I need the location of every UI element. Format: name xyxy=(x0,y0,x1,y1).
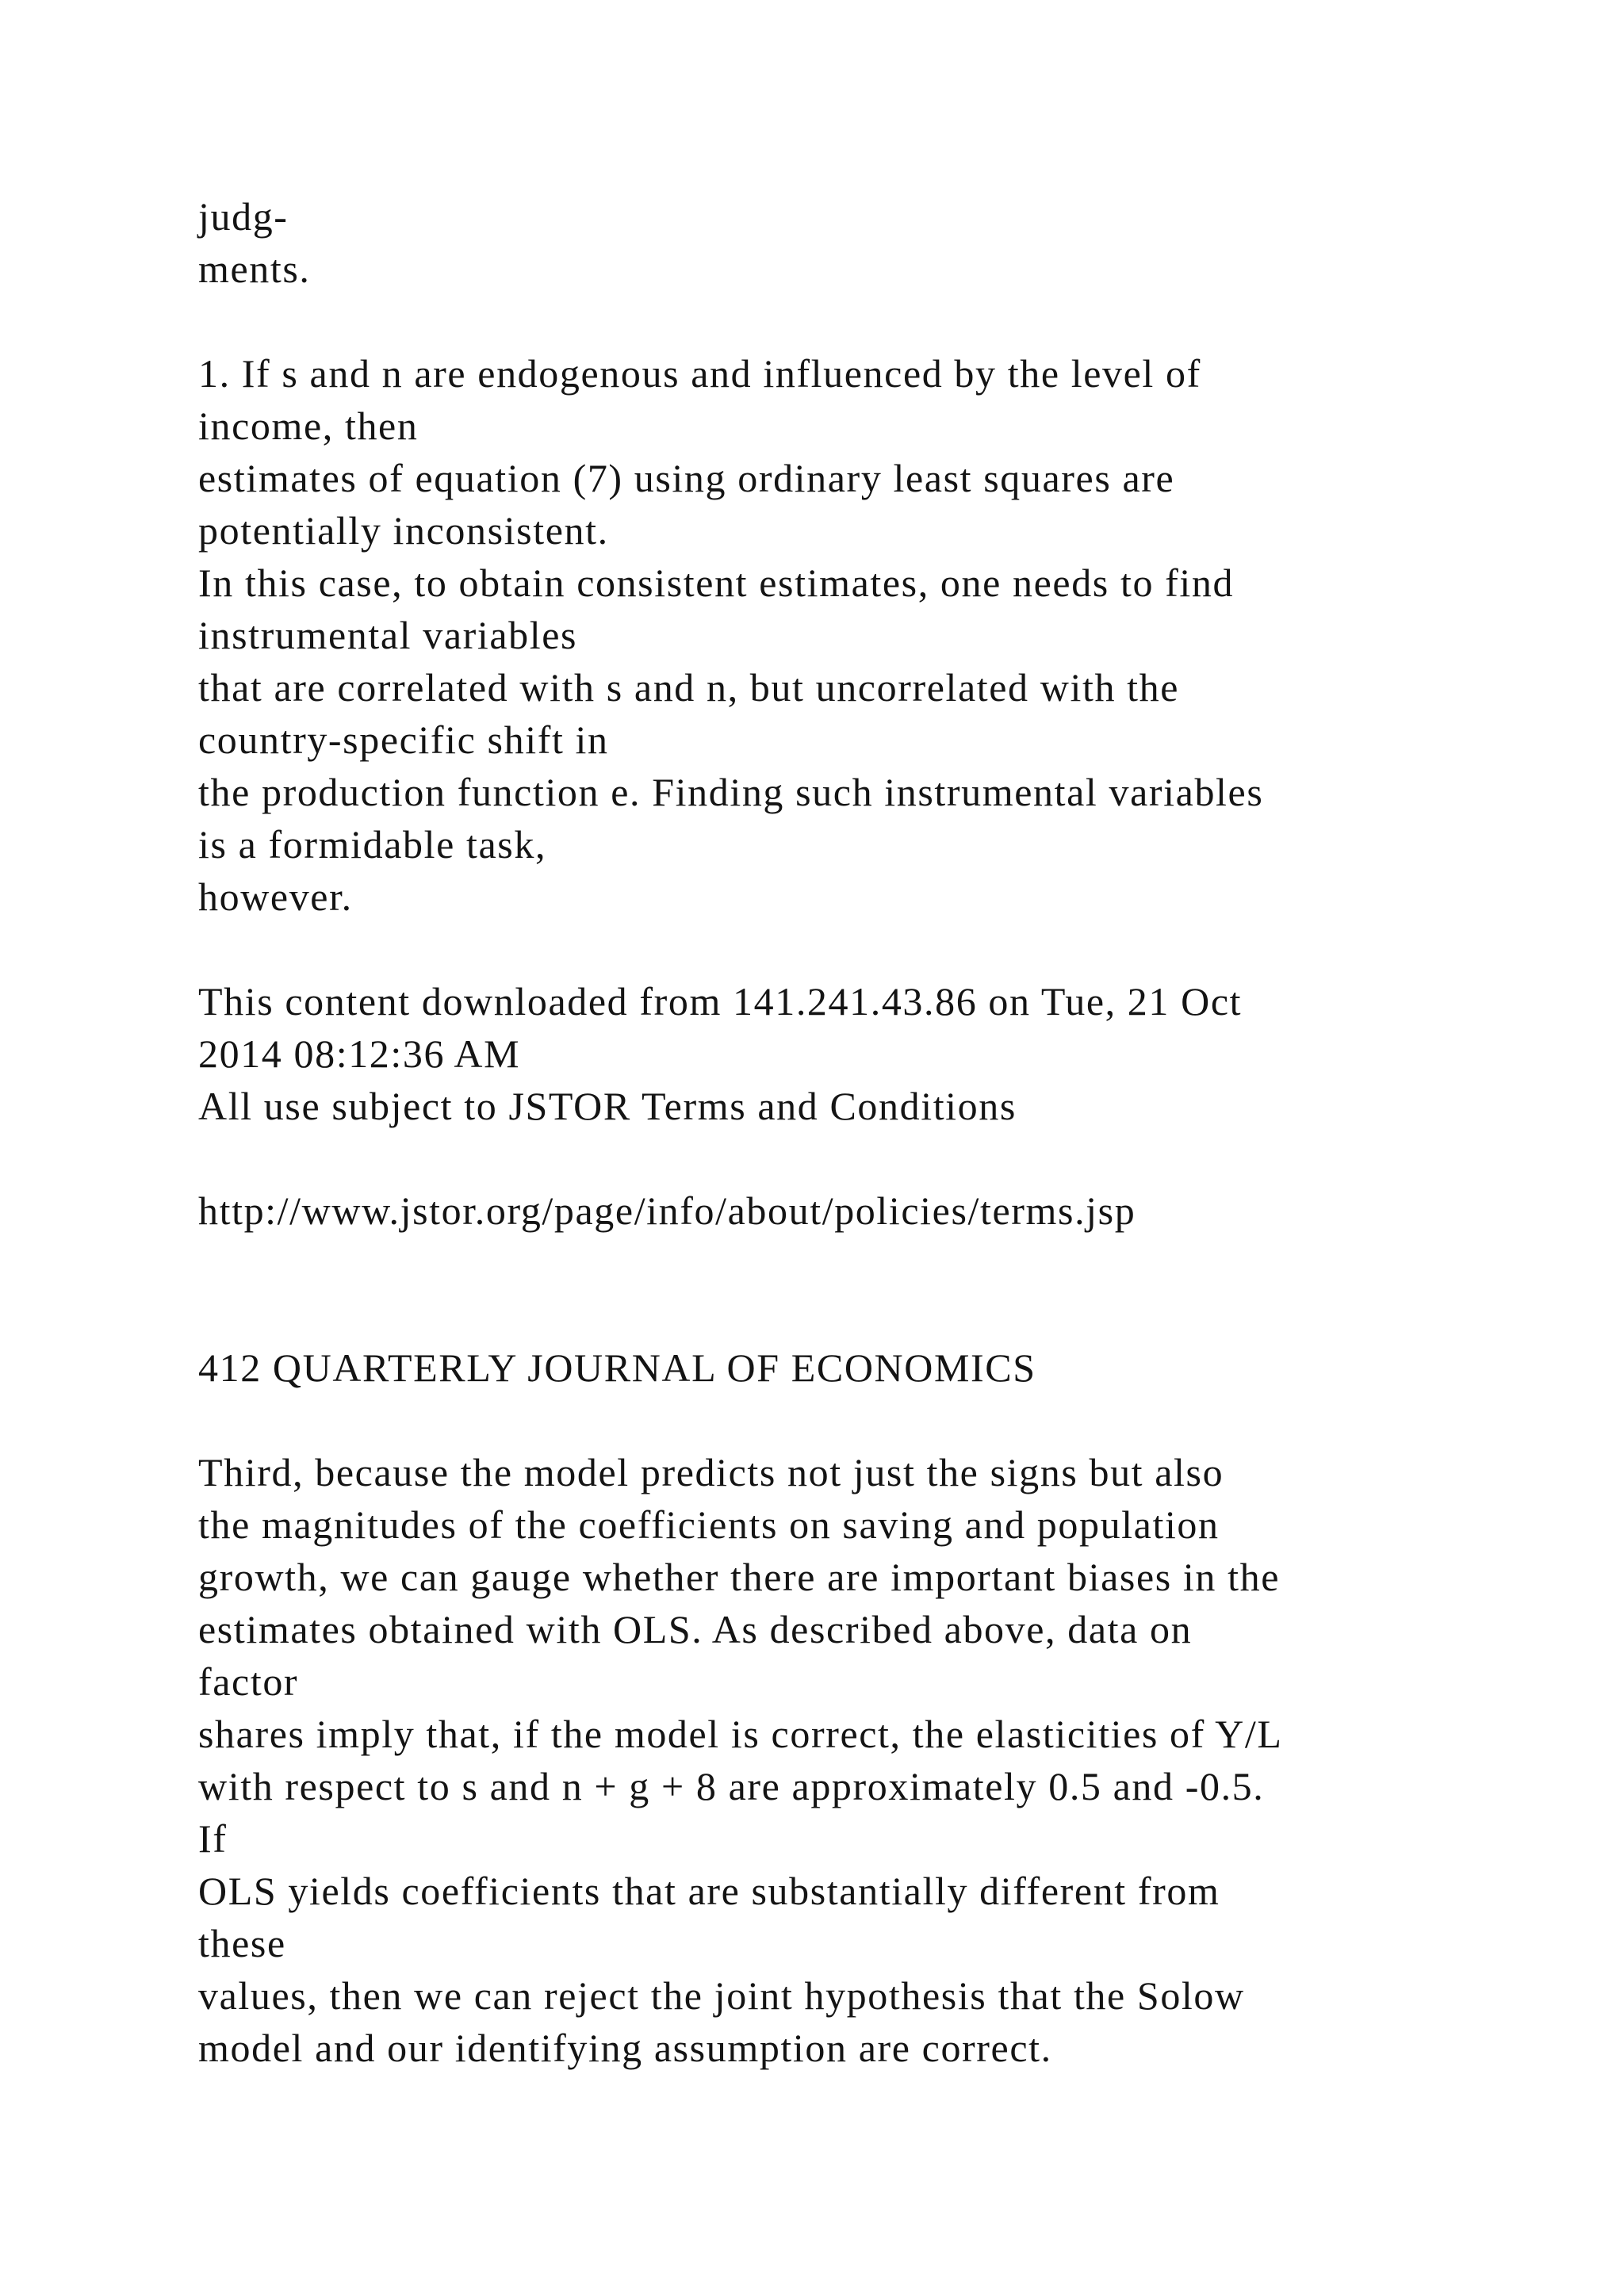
paragraph-gap xyxy=(198,1394,1562,1446)
body-line: these xyxy=(198,1921,286,1965)
terms-url-link[interactable]: http://www.jstor.org/page/info/about/policies/terms.jsp xyxy=(198,1188,1136,1233)
body-line: with respect to s and n + g + 8 are approximately 0.5 and -0.5. xyxy=(198,1764,1265,1808)
notice-line: 2014 08:12:36 AM xyxy=(198,1031,521,1076)
paragraph-gap xyxy=(198,295,1562,347)
footnote-line: potentially inconsistent. xyxy=(198,508,609,553)
footnote-line: that are correlated with s and n, but uncorrelated with the xyxy=(198,665,1180,710)
paragraph-gap xyxy=(198,923,1562,975)
text-line: ments. xyxy=(198,247,311,291)
footnote-line: country-specific shift in xyxy=(198,718,609,762)
body-line: Third, because the model predicts not just the signs but also xyxy=(198,1450,1224,1494)
body-line: the magnitudes of the coefficients on saving and population xyxy=(198,1502,1220,1547)
body-line: estimates obtained with OLS. As described above, data on xyxy=(198,1607,1193,1651)
footnote-line: 1. If s and n are endogenous and influenced by the level of xyxy=(198,351,1201,396)
footnote-line: instrumental variables xyxy=(198,613,578,657)
running-header: 412 QUARTERLY JOURNAL OF ECONOMICS xyxy=(198,1345,1036,1390)
body-line: model and our identifying assumption are correct. xyxy=(198,2026,1052,2070)
document-page xyxy=(198,190,1562,2074)
footnote-line: however. xyxy=(198,874,353,919)
footnote-line: In this case, to obtain consistent estimates, one needs to find xyxy=(198,561,1235,605)
body-line: values, then we can reject the joint hypothesis that the Solow xyxy=(198,1973,1245,2018)
body-line: OLS yields coefficients that are substantially different from xyxy=(198,1869,1220,1913)
terms-line: All use subject to JSTOR Terms and Conditions xyxy=(198,1084,1017,1128)
footnote-line: is a formidable task, xyxy=(198,822,547,867)
download-notice xyxy=(198,975,1562,1237)
text-line: judg- xyxy=(198,194,289,239)
notice-line: This content downloaded from 141.241.43.86 on Tue, 21 Oct xyxy=(198,979,1243,1024)
body-line: factor xyxy=(198,1659,299,1704)
footnote-line: the production function e. Finding such instrumental variables xyxy=(198,770,1264,814)
footnote-line: estimates of equation (7) using ordinary least squares are xyxy=(198,456,1175,500)
section-gap xyxy=(198,1237,1562,1341)
footnote-line: income, then xyxy=(198,404,419,448)
opening-fragment xyxy=(198,190,1562,295)
footnote xyxy=(198,347,1562,923)
body-paragraph xyxy=(198,1446,1562,2074)
paragraph-gap xyxy=(198,1132,1562,1184)
body-line: If xyxy=(198,1816,228,1861)
body-line: shares imply that, if the model is correct, the elasticities of Y/L xyxy=(198,1712,1283,1756)
body-line: growth, we can gauge whether there are important biases in the xyxy=(198,1555,1280,1599)
